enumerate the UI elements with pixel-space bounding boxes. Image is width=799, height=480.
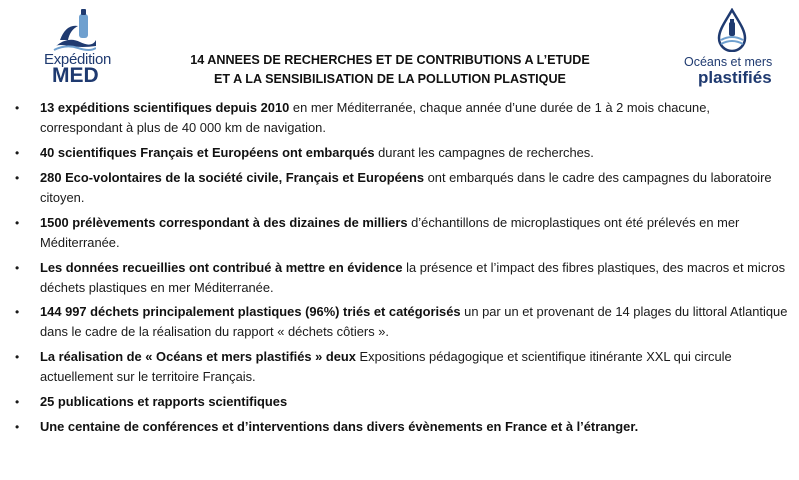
item-highlight: 40 scientifiques Français et Européens ont embarqués — [40, 144, 375, 160]
list-item — [0, 392, 790, 412]
page-title-line2: ET A LA SENSIBILISATION DE LA POLLUTION PLASTIQUE — [214, 72, 566, 86]
item-highlight: 25 publications et rapports scientifiques — [40, 394, 288, 410]
item-highlight: Une centaine de conférences et d’interventions dans divers évènements en France et à l’étranger. — [40, 419, 639, 435]
logo-right-line1: Océans et mers — [684, 55, 773, 69]
bullet-icon: • — [15, 170, 20, 185]
bullet-icon: • — [15, 420, 20, 435]
item-text: un par un et provenant de 14 plages du littoral Atlantique dans le cadre de la réalisation du rapport « déchets côtiers ». — [40, 304, 788, 340]
item-text: ont embarqués dans le cadre des campagnes du laboratoire citoyen. — [40, 169, 772, 205]
item-highlight: 280 Eco-volontaires de la société civile, Français et Européens — [40, 169, 425, 185]
item-text: Expositions pédagogique et scientifique itinérante XXL qui circule actuellement sur le territoire Français. — [40, 349, 732, 385]
item-highlight: Les données recueillies ont contribué à mettre en évidence — [40, 259, 403, 275]
bullet-icon: • — [15, 215, 20, 230]
item-highlight: 1500 prélèvements correspondant à des dizaines de milliers — [40, 214, 408, 230]
bullet-icon: • — [15, 101, 20, 115]
water-drop-bottle-icon — [715, 8, 749, 52]
list-item — [0, 302, 790, 342]
list-item — [0, 143, 790, 163]
item-text: la présence et l’impact des fibres plastiques, des macros et micros déchets plastiques en mer Méditerranée. — [40, 259, 786, 295]
logo-right-line2: plastifiés — [698, 68, 772, 87]
expedition-med-logo — [14, 6, 124, 90]
logo-left-line1: Expédition — [44, 51, 112, 68]
item-text: en mer Méditerranée, chaque année d’une durée de 1 à 2 mois chacune, correspondant à plus de 40 000 km de navigation. — [40, 100, 710, 135]
list-item — [0, 347, 790, 387]
list-item — [0, 258, 790, 298]
bullet-icon: • — [15, 350, 20, 365]
bullet-icon: • — [15, 305, 20, 320]
bullet-icon: • — [15, 260, 20, 275]
list-item — [0, 213, 790, 253]
item-highlight: La réalisation de « Océans et mers plastifiés » deux — [40, 349, 356, 365]
bullet-icon: • — [15, 145, 20, 160]
item-highlight: 144 997 déchets principalement plastiques (96%) triés et catégorisés — [40, 304, 461, 320]
list-item — [0, 168, 790, 208]
item-highlight: 13 expéditions scientifiques depuis 2010 — [40, 100, 290, 115]
bullet-icon: • — [15, 395, 20, 410]
item-text: d’échantillons de microplastiques ont été prélevés en mer Méditerranée. — [40, 214, 740, 250]
item-text: durant les campagnes de recherches. — [374, 144, 594, 160]
oceans-mers-plastifies-logo — [672, 8, 792, 88]
page-title-line1: 14 ANNEES DE RECHERCHES ET DE CONTRIBUTIONS A L’ETUDE — [190, 53, 590, 67]
list-item — [0, 98, 790, 138]
achievements-list — [0, 98, 790, 442]
logo-left-line2: MED — [52, 64, 99, 87]
expedition-med-emblem-icon — [52, 6, 96, 52]
list-item — [0, 417, 790, 437]
